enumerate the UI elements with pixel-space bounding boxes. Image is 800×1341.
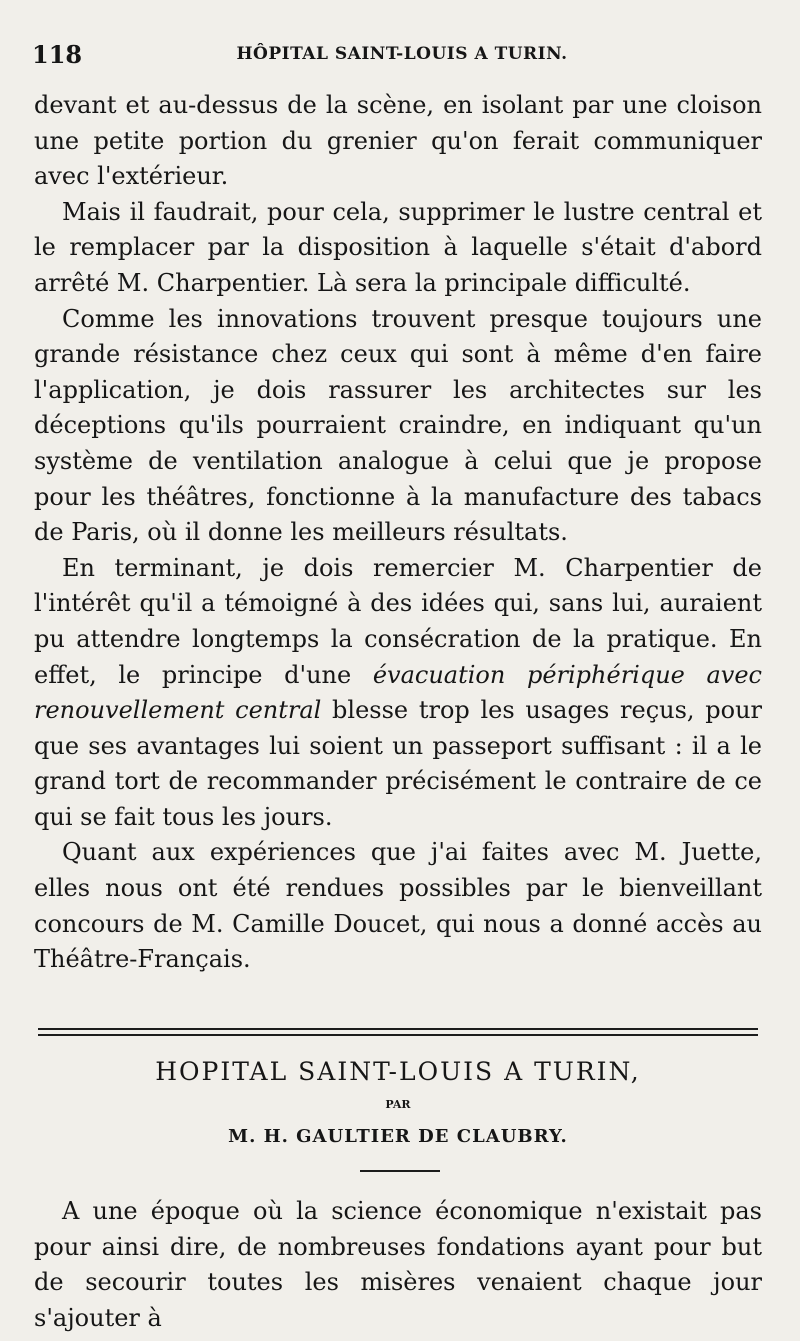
section-byline: PAR: [385, 1098, 411, 1111]
paragraph: A une époque où la science économique n'existait pas pour ainsi dire, de nombreuses fondations ayant pour but de secourir toutes les misères venaient chaque jour s'ajouter à: [34, 1197, 762, 1332]
paragraph: Quant aux expériences que j'ai faites avec M. Juette, elles nous ont été rendues possibles par le bienveillant concours de M. Camille Doucet, qui nous a donné accès au Théâtre-Français.: [34, 838, 762, 974]
paragraph-text: En terminant, je dois remercier M. Charpentier de l'intérêt qu'il a témoigné à des idées qui, sans lui, auraient pu attendre longtemps la consécration de la pratique. En effet, le principe d'une: [34, 553, 762, 689]
section-body-text: [34, 1194, 762, 1336]
body-text: [34, 88, 762, 978]
running-title: HÔPITAL SAINT-LOUIS A TURIN.: [236, 44, 568, 64]
paragraph-continued: devant et au-dessus de la scène, en isolant par une cloison une petite portion du grenier qu'on ferait communiquer avec l'extérieur.: [34, 91, 762, 191]
paragraph: Comme les innovations trouvent presque toujours une grande résistance chez ceux qui sont à même d'en faire l'application, je dois rassurer les architectes sur les déceptions qu'ils pourraient craindre, en indiquant qu'un système de ventilation analogue à celui que je propose pour les théâtres, fonctionne à la manufacture des tabacs de Paris, où il donne les meilleurs résultats.: [34, 304, 762, 547]
separator-rule: [38, 1028, 758, 1030]
section-author: M. H. GAULTIER DE CLAUBRY.: [228, 1126, 568, 1147]
paragraph: Mais il faudrait, pour cela, supprimer le lustre central et le remplacer par la disposition à laquelle s'était d'abord arrêté M. Charpentier. Là sera la principale difficulté.: [34, 197, 762, 297]
paragraph-text: blesse trop les usages reçus, pour que ses avantages lui soient un passeport suffisant : il a le grand tort de recommander précisément le contraire de ce qui se fait tous les jours.: [34, 696, 762, 831]
italic-phrase: évacuation périphérique avec renouvellement central: [34, 660, 762, 725]
section-title: HOPITAL SAINT-LOUIS A TURIN,: [155, 1057, 641, 1086]
short-rule: [360, 1170, 440, 1172]
paragraph: [34, 551, 762, 836]
separator-rule: [38, 1034, 758, 1036]
page-number: 118: [32, 40, 83, 69]
running-head: [32, 40, 772, 74]
